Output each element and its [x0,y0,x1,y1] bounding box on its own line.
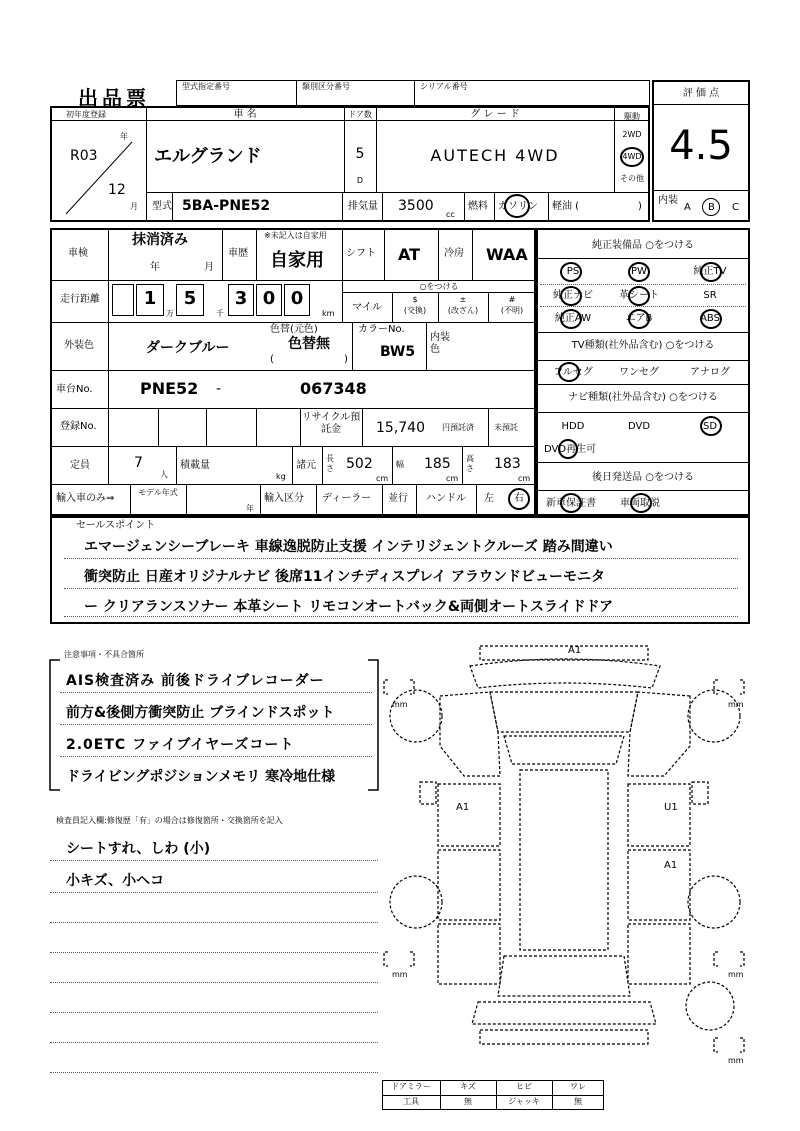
color-paren-open: ( [270,354,274,365]
grade-label: グ レ ー ド [470,109,520,120]
engine-label: 排気量 [348,201,378,212]
header-code-box [176,80,650,106]
recycle-not-deposited: 未預託 [494,423,518,432]
later-title: 後日発送品 ○をつける [592,472,694,483]
page-title: 出品票 [78,86,150,110]
navi-dvd: DVD [627,421,651,432]
mileage-d5: 0 [290,288,304,309]
equipment-title: 純正装備品 ○をつける [592,240,694,251]
equip-aw-circle [560,309,582,329]
model-value: 5BA-PNE52 [182,198,271,214]
color-int-label: 内装色 [430,332,450,355]
equip-airbag: エアB [625,313,653,324]
recycle-value: 15,740 [376,420,425,436]
diagram-mark-top: A1 [568,645,582,656]
car-diagram [380,636,750,1076]
diagram-mark-left: A1 [456,802,470,813]
import-model-year: モデル年式 [138,488,178,497]
equip-pw: PW [631,266,647,277]
color-change: 色替無 [288,336,330,352]
tv-oneseg: ワンセグ [619,367,659,378]
import-left: 左 [484,493,494,504]
door-sub: D [356,176,364,185]
mileage-d4: 0 [262,288,276,309]
reg-month-unit: 月 [130,202,138,211]
equip-leather-circle [628,286,650,306]
car-name: エルグランド [154,146,262,167]
ac-value: WAA [486,245,528,264]
equip-abs: ABS [700,313,720,324]
equip-ps: PS [566,266,580,277]
door-label: ドア数 [348,110,372,119]
model-code-label: 型式指定番号 [182,82,230,91]
bt-r1c2: キズ [460,1082,476,1091]
mileage-d3: 3 [234,288,248,309]
navi-title: ナビ種類(社外品含む) ○をつける [568,392,718,403]
mileage-alt: (改ざん) [447,306,479,315]
import-right-circle [508,488,530,510]
engine-unit: cc [446,210,455,219]
drive-4wd: 4WD [622,152,642,161]
bt-r1c1: ドアミラー [391,1082,431,1091]
hei-cm: cm [518,474,531,483]
equip-leather: 革シート [619,290,659,301]
wid-cm: cm [446,474,459,483]
diagram-mm-5: mm [728,1056,744,1065]
equip-sr: SR [703,290,717,301]
model-prefix: 型式 [152,201,172,212]
diagram-mm-2: mm [728,700,744,709]
equip-abs-circle [700,309,722,329]
notes-line-4: ドライビングポジションメモリ 寒冷地仕様 [66,769,336,785]
notes-line-3: 2.0ETC ファイブイヤーズコート [66,737,295,753]
shaken-value: 抹消済み [132,232,188,248]
diagram-mark-right1: U1 [664,802,678,813]
mileage-label: 走行距離 [60,294,100,305]
bt-r2c1: 工具 [403,1097,419,1106]
bt-r2c3: ジャッキ [508,1097,540,1106]
navi-sd-circle [700,416,722,436]
equip-ps-circle [560,262,582,282]
mileage-note-title: ○をつける [419,282,459,291]
sales-line-3: ー クリアランスソナー 本革シート リモコンオートバック&両側オートスライドドア [84,599,614,615]
notes-line-2: 前方&後側方衝突防止 ブラインドスポット [66,705,335,721]
history-value: 自家用 [270,250,324,271]
reg-year-unit: 年 [120,132,128,141]
equip-tv: 純正TV [693,266,727,277]
load-kg: kg [276,472,286,481]
mileage-d2: 5 [183,288,197,309]
load-label: 積載量 [180,460,210,471]
car-name-label: 車 名 [233,109,257,120]
wid-value: 185 [424,456,451,472]
equip-navi: 純正ナビ [553,290,593,301]
chassis-dash: - [216,381,222,397]
color-no-label: カラーNo. [358,324,405,335]
shaken-month: 月 [204,262,214,273]
navi-sd: SD [702,421,718,432]
chassis-prefix: PNE52 [140,379,199,398]
shaken-year: 年 [150,262,160,273]
mileage-sen: 千 [216,309,224,318]
dims-label: 諸元 [296,460,316,471]
reg-slash [60,138,140,218]
notes-line-1: AIS検査済み 前後ドライブレコーダー [66,673,325,689]
inspector-label: 検査員記入欄:修復歴「有」の場合は修復箇所・交換箇所を記入 [56,816,283,825]
reg-month: 12 [108,182,126,198]
mileage-exch-sym: $ [412,295,418,304]
fuel-diesel: 軽油 ( [552,201,580,212]
regno-label: 登録No. [60,421,97,432]
import-parallel: 並行 [388,493,408,504]
equip-airbag-circle [628,309,650,329]
inspector-line-1: シートすれ、しわ (小) [66,841,211,857]
equip-navi-circle [560,286,582,306]
grade-value: AUTECH 4WD [430,146,560,165]
recycle-label: リサイクル預託金 [301,412,361,435]
history-note: ※未記入は自家用 [264,231,327,240]
shift-label: シフト [346,248,376,259]
recycle-deposited: 円預託済 [442,423,474,432]
engine-value: 3500 [398,198,434,214]
drive-label: 駆動 [624,112,640,121]
chassis-label: 車台No. [56,384,93,395]
door-value: 5 [355,146,365,162]
color-no: BW5 [380,344,416,360]
sales-line-2: 衝突防止 日産オリジナルナビ 後席11インチディスプレイ アラウンドビューモニタ [84,569,606,585]
later-manual: 車両取説 [620,498,660,509]
serial-label: シリアル番号 [420,82,468,91]
mileage-unk-sym: # [508,295,516,304]
bt-r1c4: ワレ [570,1082,586,1091]
later-manual-circle [630,493,652,513]
equip-pw-circle [628,262,650,282]
sales-label: セールスポイント [76,520,156,531]
color-change-label: 色替(元色) [270,324,318,335]
hei-value: 183 [494,456,521,472]
capacity-unit: 人 [160,470,168,479]
interior-label: 内装 [658,195,678,206]
mileage-exch: (交換) [403,306,427,315]
import-handle: ハンドル [426,493,466,504]
tv-fullseg-circle [558,362,580,382]
history-label: 車歴 [228,248,248,259]
reg-year: R03 [70,148,98,164]
tv-analog: アナログ [690,367,730,378]
bt-r2c4: 無 [574,1097,582,1106]
shaken-label: 車検 [68,248,88,259]
color-paren-close: ) [344,354,348,365]
import-label: 輸入車のみ⇒ [56,493,115,504]
diagram-mm-3: mm [392,970,408,979]
color-value: ダークブルー [146,340,230,356]
import-right: 右 [514,493,524,504]
chassis-number: 067348 [300,379,367,398]
fuel-gas: ガソリン [498,201,538,212]
fuel-gas-circle [504,194,530,218]
hei-label: 高さ [466,454,474,473]
import-dealer: ディーラー [322,493,372,504]
fuel-close: ) [638,201,642,212]
notes-label: 注意事項・不具合箇所 [64,650,144,659]
mileage-alt-sym: ± [459,295,467,304]
import-year: 年 [246,504,254,513]
interior-a: A [684,202,691,213]
sales-line-1: エマージェンシーブレーキ 車線逸脱防止支援 インテリジェントクルーズ 踏み間違い [84,539,613,555]
drive-4wd-circle [620,147,644,167]
navi-dvd-play: DVD再生可 [544,444,597,455]
len-label: 長さ [326,454,334,473]
diagram-mark-right2: A1 [664,860,678,871]
later-warranty: 新車保証書 [546,498,596,509]
later-warranty-circle [560,493,582,513]
diagram-mm-1: mm [392,700,408,709]
fuel-label: 燃料 [468,201,488,212]
capacity-value: 7 [134,455,143,471]
mileage-man: 万 [166,309,174,318]
navi-hdd: HDD [561,421,585,432]
score-label: 評 価 点 [682,88,720,99]
capacity-label: 定員 [70,460,90,471]
interior-b: B [708,202,715,213]
ac-label: 冷房 [444,248,464,259]
bt-r2c2: 無 [464,1097,472,1106]
mileage-unk: (不明) [500,306,524,315]
shift-value: AT [398,245,421,264]
tv-fullseg: フルセグ [553,367,593,378]
mileage-d1: 1 [143,288,157,309]
tv-title: TV種類(社外品含む) ○をつける [571,340,715,351]
navi-dvd-play-circle [558,439,578,459]
drive-other: その他 [620,174,644,183]
inspector-line-2: 小キズ、小ヘコ [66,873,165,889]
score-value: 4.5 [669,123,733,169]
import-class-label: 輸入区分 [264,493,304,504]
interior-c: C [732,202,739,213]
wid-label: 幅 [396,460,404,469]
color-label: 外装色 [64,340,94,351]
reg-label: 初年度登録 [66,110,106,119]
interior-b-circle [702,198,720,216]
len-cm: cm [376,474,389,483]
equip-aw: 純正AW [554,313,592,324]
class-code-label: 類別区分番号 [302,82,350,91]
mileage-mile: マイル [352,302,382,313]
diagram-mm-4: mm [728,970,744,979]
bt-r1c3: ヒビ [516,1082,532,1091]
mileage-km: km [322,309,335,318]
equip-tv-circle [700,262,722,282]
drive-2wd: 2WD [622,130,642,139]
len-value: 502 [346,456,373,472]
